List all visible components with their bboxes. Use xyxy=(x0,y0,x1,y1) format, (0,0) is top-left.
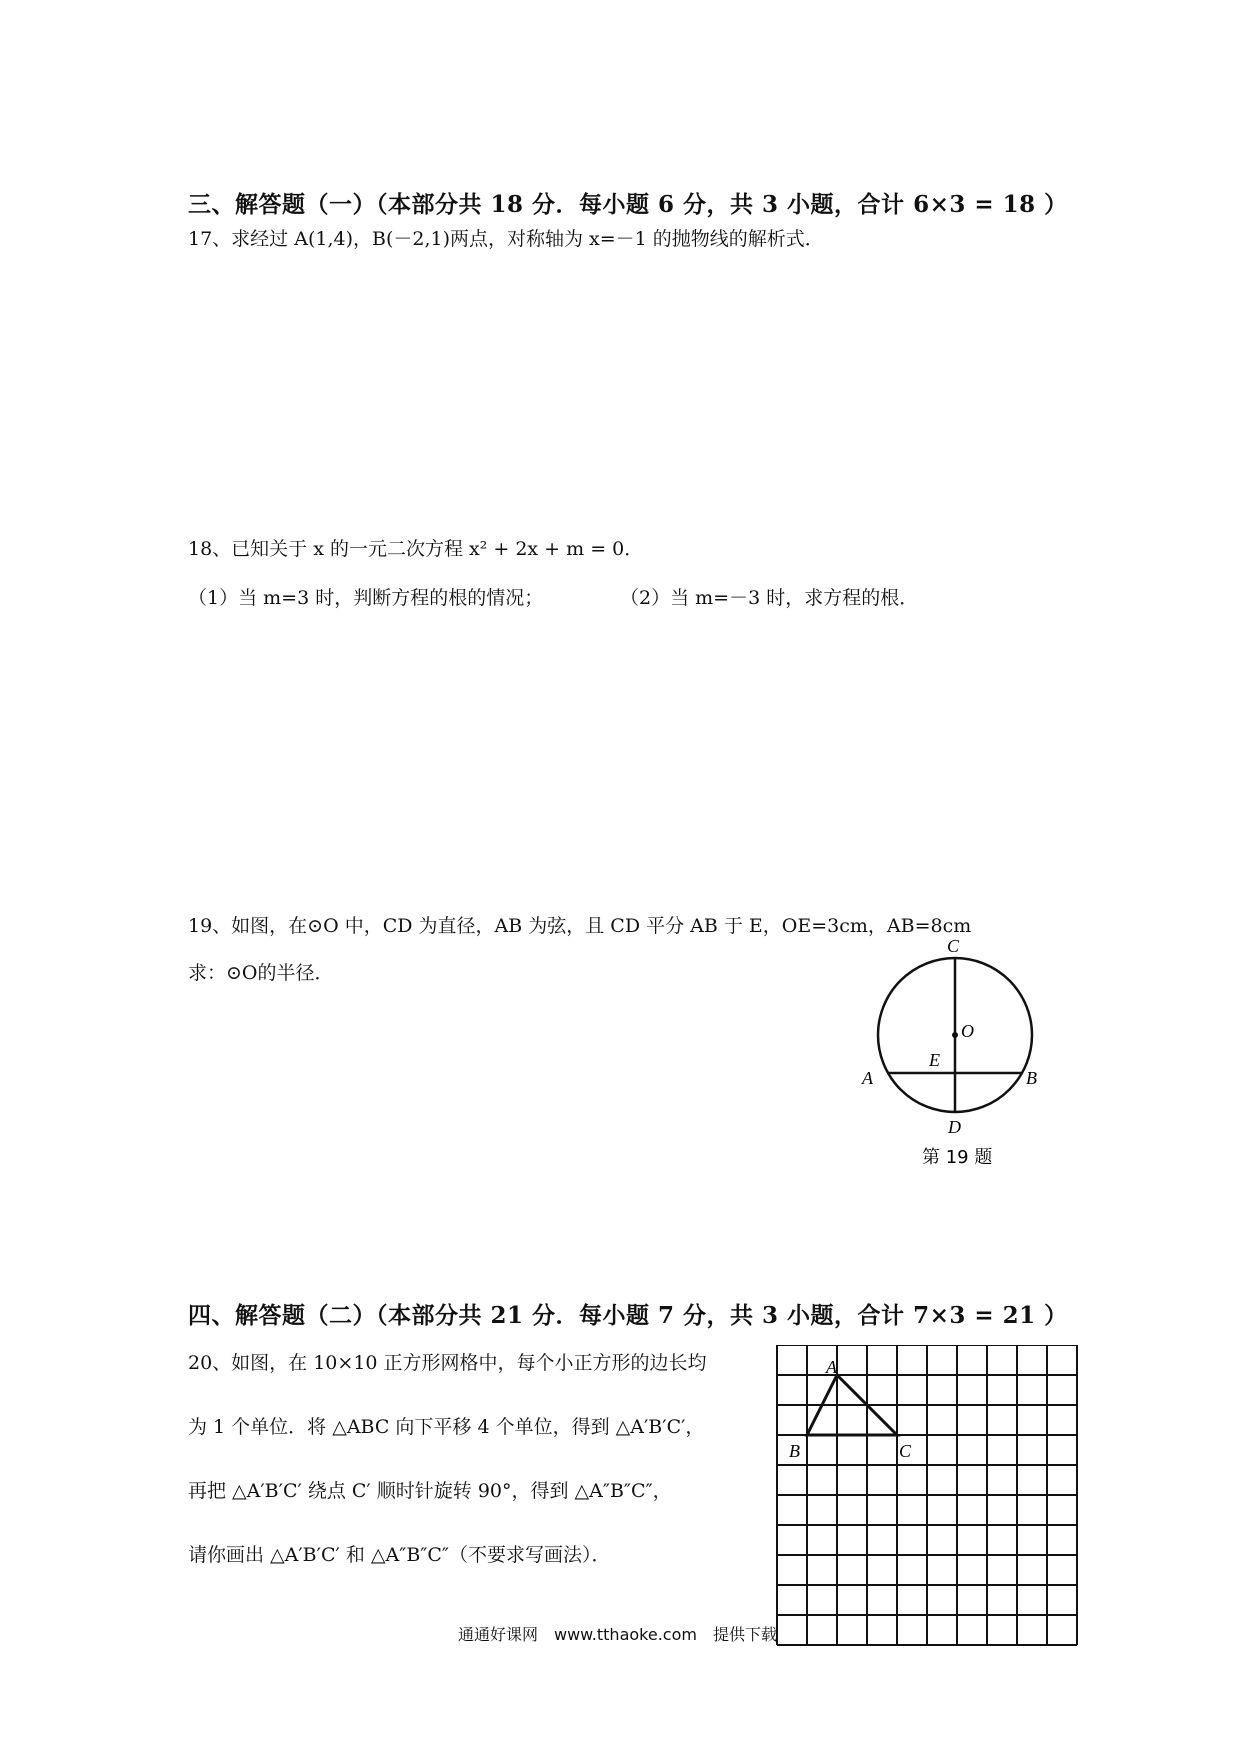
center-point xyxy=(952,1032,958,1038)
label-c: C xyxy=(947,936,960,956)
grid-label-b: B xyxy=(789,1441,800,1461)
question-20-line-2: 为 1 个单位．将 △ABC 向下平移 4 个单位，得到 △A′B′C′， xyxy=(188,1416,705,1438)
label-o: O xyxy=(961,1021,974,1041)
label-a: A xyxy=(862,1068,873,1088)
section-4-heading: 四、解答题（二）（本部分共 21 分．每小题 7 分，共 3 小题，合计 7×3 = 21 ） xyxy=(188,1302,1068,1329)
footer-watermark: 通通好课网 www.tthaoke.com 提供下载 xyxy=(458,1625,777,1644)
question-18-part-1: （1）当 m=3 时，判断方程的根的情况； xyxy=(188,587,544,609)
question-20-line-4: 请你画出 △A′B′C′ 和 △A″B″C″（不要求写画法）． xyxy=(188,1544,611,1566)
question-20-line-3: 再把 △A′B′C′ 绕点 C′ 顺时针旋转 90°，得到 △A″B″C″， xyxy=(188,1480,672,1502)
label-b: B xyxy=(1026,1068,1037,1088)
question-18-stem: 18、已知关于 x 的一元二次方程 x² + 2x + m = 0． xyxy=(188,538,644,560)
question-17: 17、求经过 A(1,4)，B(－2,1)两点，对称轴为 x=－1 的抛物线的解析式． xyxy=(188,228,824,250)
label-e: E xyxy=(929,1050,940,1070)
section-3-heading: 三、解答题（一）（本部分共 18 分．每小题 6 分，共 3 小题，合计 6×3 = 18 ） xyxy=(188,191,1068,218)
square-grid xyxy=(775,1345,1090,1655)
circle-figure xyxy=(850,935,1050,1175)
grid-label-c: C xyxy=(899,1441,912,1461)
grid-label-a: A xyxy=(826,1357,837,1377)
question-19-stem: 19、如图，在⊙O 中，CD 为直径，AB 为弦，且 CD 平分 AB 于 E，OE=3cm，AB=8cm xyxy=(188,915,972,937)
question-20-line-1: 20、如图，在 10×10 正方形网格中，每个小正方形的边长均 xyxy=(188,1352,707,1374)
question-18-part-2: （2）当 m=－3 时，求方程的根． xyxy=(620,587,919,609)
figure-caption: 第 19 题 xyxy=(922,1147,993,1168)
label-d: D xyxy=(948,1117,961,1137)
question-19-ask: 求：⊙O的半径． xyxy=(188,962,334,984)
